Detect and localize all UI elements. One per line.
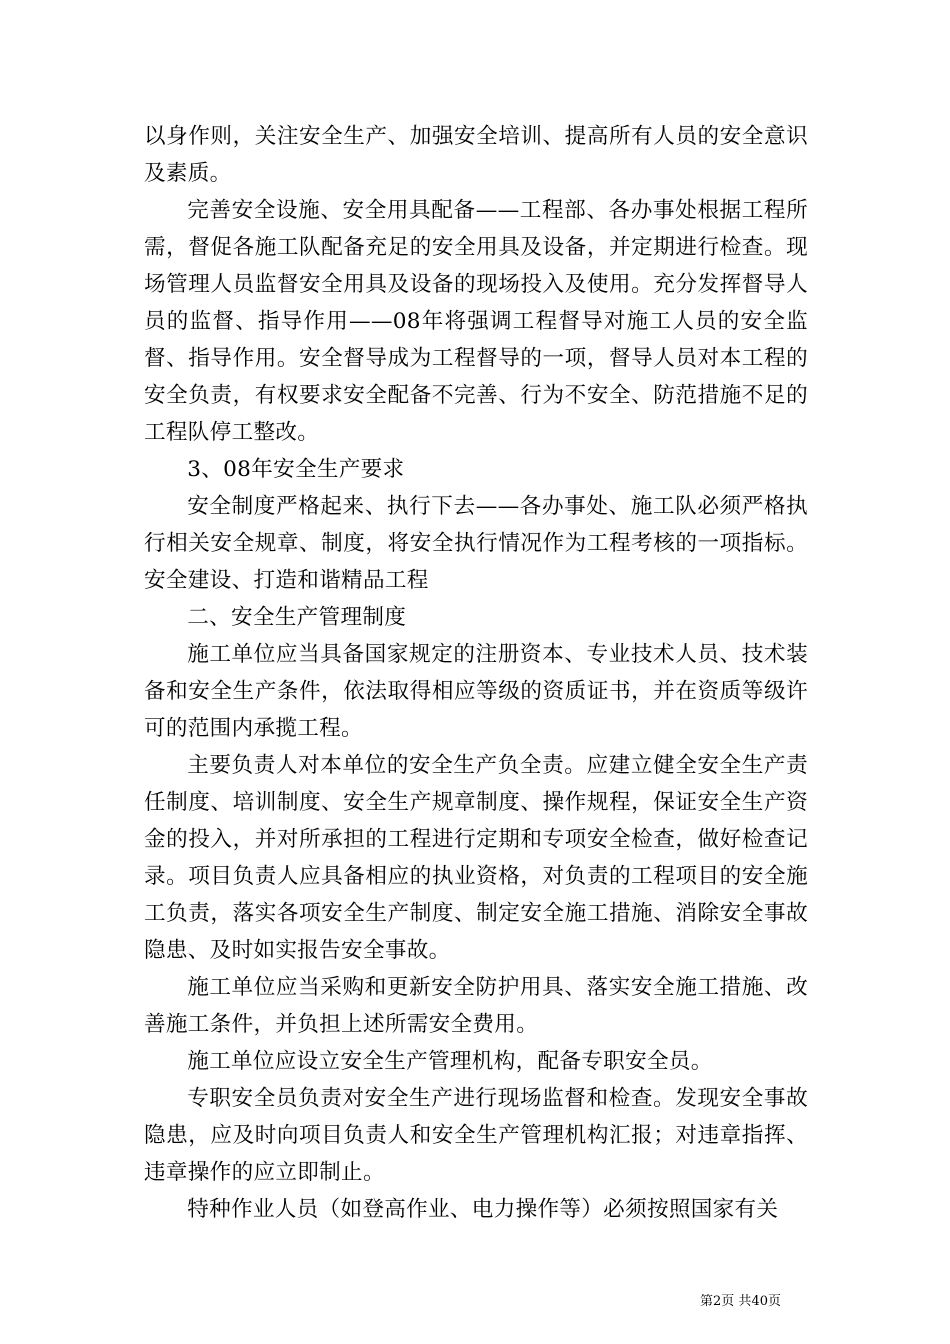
paragraph-10: 专职安全员负责对安全生产进行现场监督和检查。发现安全事故隐患，应及时向项目负责人和安全生产管理机构汇报；对违章指挥、违章操作的应立即制止。: [144, 1086, 808, 1185]
footer-middle: 页 共: [721, 1294, 752, 1309]
page-footer: [700, 1294, 820, 1310]
paragraph-6: 施工单位应当具备国家规定的注册资本、专业技术人员、技术装备和安全生产条件，依法取得相应等级的资质证书，并在资质等级许可的范围内承揽工程。: [144, 642, 808, 741]
paragraph-7: 主要负责人对本单位的安全生产负全责。应建立健全安全生产责任制度、培训制度、安全生产规章制度、操作规程，保证安全生产资金的投入，并对所承担的工程进行定期和专项安全检查，做好检查记录。项目负责人应具备相应的执业资格，对负责的工程项目的安全施工负责，落实各项安全生产制度、制定安全施工措施、消除安全事故隐患、及时如实报告安全事故。: [144, 753, 808, 963]
paragraph-11: 特种作业人员（如登高作业、电力操作等）必须按照国家有关: [187, 1197, 779, 1222]
footer-suffix: 页: [767, 1294, 781, 1309]
paragraph-8: 施工单位应当采购和更新安全防护用具、落实安全施工措施、改善施工条件，并负担上述所需安全费用。: [144, 975, 808, 1037]
section-heading-2: 二、安全生产管理制度: [187, 605, 407, 630]
paragraph-4: 安全制度严格起来、执行下去——各办事处、施工队必须严格执行相关安全规章、制度，将安全执行情况作为工程考核的一项指标。安全建设、打造和谐精品工程: [144, 494, 808, 593]
section-heading-3: 3、08年安全生产要求: [187, 457, 405, 482]
footer-current-page: 2: [713, 1294, 722, 1309]
footer-total-pages: 40: [751, 1294, 768, 1309]
paragraph-9: 施工单位应设立安全生产管理机构，配备专职安全员。: [187, 1049, 713, 1074]
paragraph-2: 完善安全设施、安全用具配备——工程部、各办事处根据工程所需，督促各施工队配备充足的安全用具及设备，并定期进行检查。现场管理人员监督安全用具及设备的现场投入及使用。充分发挥督导人员的监督、指导作用——08年将强调工程督导对施工人员的安全监督、指导作用。安全督导成为工程督导的一项，督导人员对本工程的安全负责，有权要求安全配备不完善、行为不安全、防范措施不足的工程队停工整改。: [144, 198, 808, 445]
document-body: [144, 118, 808, 1228]
paragraph-1: 以身作则，关注安全生产、加强安全培训、提高所有人员的安全意识及素质。: [144, 124, 808, 186]
footer-prefix: 第: [700, 1294, 714, 1309]
